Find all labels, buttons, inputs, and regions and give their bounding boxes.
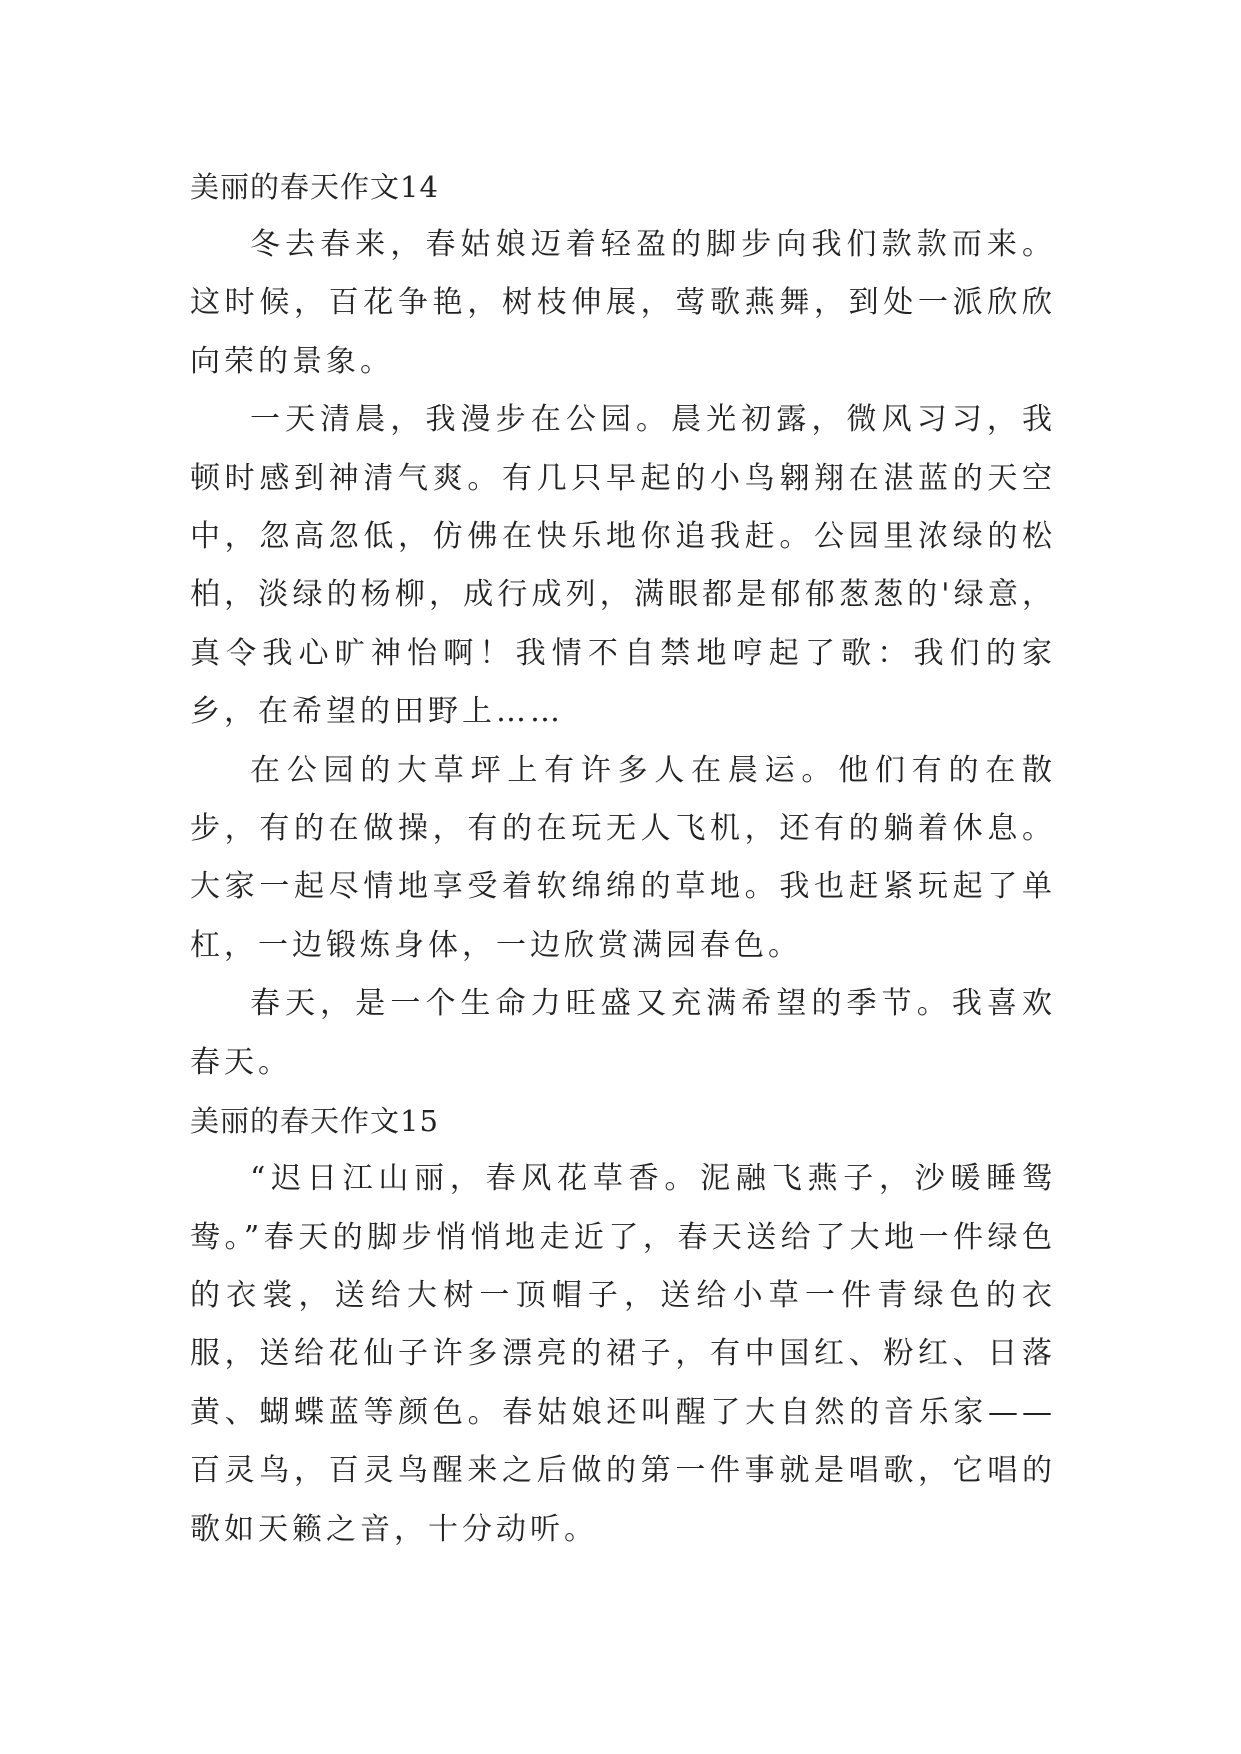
section-title-14: 美丽的春天作文14 — [190, 170, 439, 204]
document-page — [190, 158, 1056, 1559]
paragraph: 一天清晨，我漫步在公园。晨光初露，微风习习，我顿时感到神清气爽。有几只早起的小鸟翱翔在湛蓝的天空中，忽高忽低，仿佛在快乐地你追我赶。公园里浓绿的松柏，淡绿的杨柳，成行成列，满眼都是郁郁葱葱的'绿意，真令我心旷神怡啊！我情不自禁地哼起了歌：我们的家乡，在希望的田野上…… — [190, 402, 1056, 730]
section-title-15: 美丽的春天作文15 — [190, 1104, 439, 1139]
paragraph: 在公园的大草坪上有许多人在晨运。他们有的在散步，有的在做操，有的在玩无人飞机，还有的躺着休息。大家一起尽情地享受着软绵绵的草地。我也赶紧玩起了单杠，一边锻炼身体，一边欣赏满园春色。 — [190, 752, 1056, 963]
paragraph: 冬去春来，春姑娘迈着轻盈的脚步向我们款款而来。这时候，百花争艳，树枝伸展，莺歌燕舞，到处一派欣欣向荣的景象。 — [190, 227, 1056, 379]
paragraph: “迟日江山丽，春风花草香。泥融飞燕子，沙暖睡鸳鸯。”春天的脚步悄悄地走近了，春天送给了大地一件绿色的衣裳，送给大树一顶帽子，送给小草一件青绿色的衣服，送给花仙子许多漂亮的裙子，有中国红、粉红、日落黄、蝴蝶蓝等颜色。春姑娘还叫醒了大自然的音乐家——百灵鸟，百灵鸟醒来之后做的第一件事就是唱歌，它唱的歌如天籁之音，十分动听。 — [190, 1161, 1056, 1547]
paragraph: 春天，是一个生命力旺盛又充满希望的季节。我喜欢春天。 — [190, 986, 1056, 1080]
